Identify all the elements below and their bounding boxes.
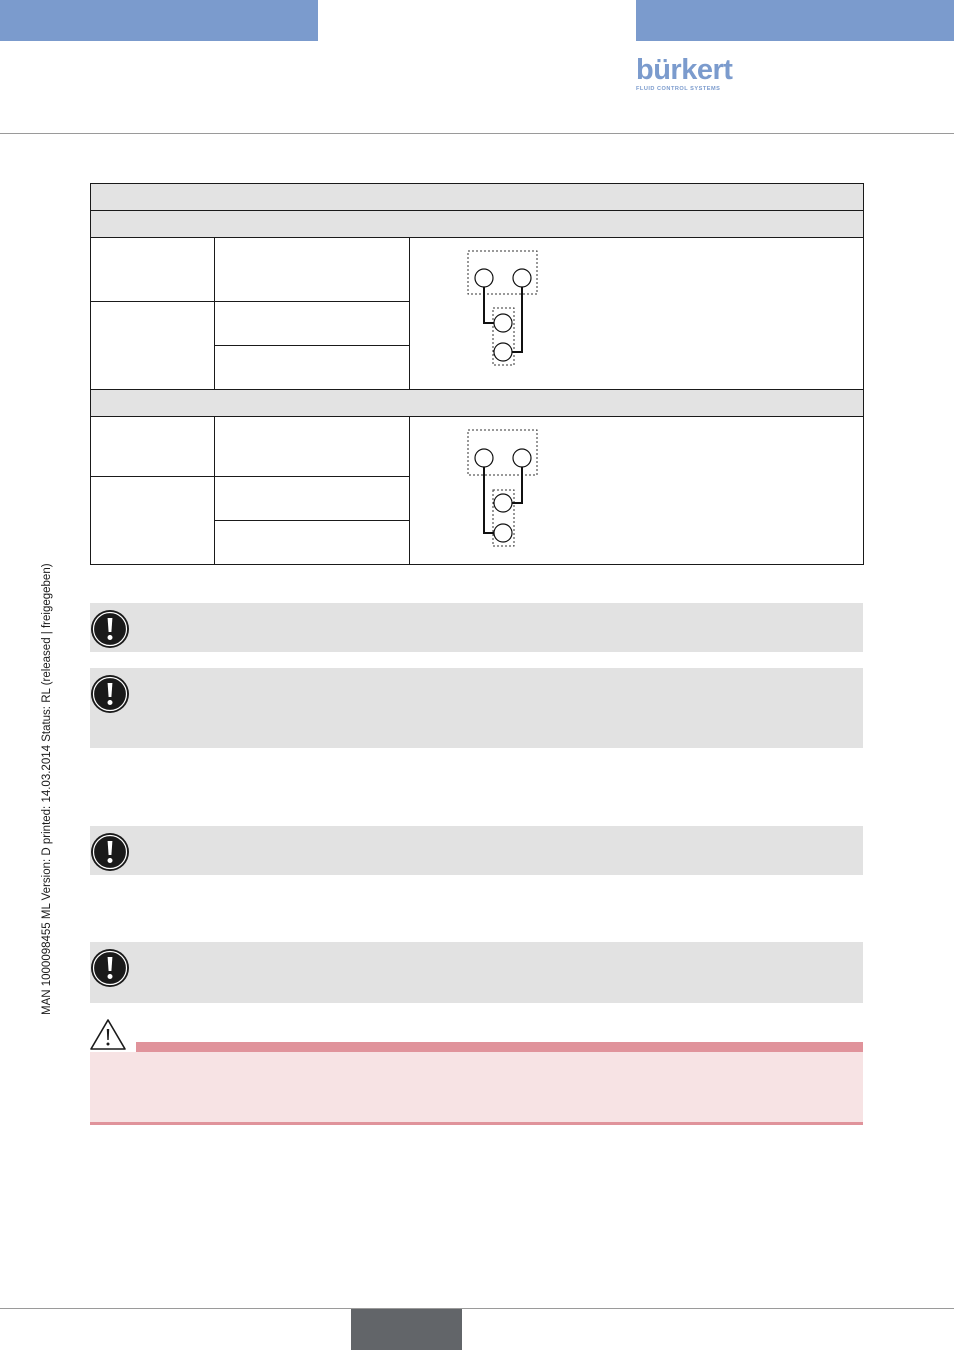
table-title-row xyxy=(91,184,864,211)
wiring-diagram-1-graphic xyxy=(410,238,862,388)
wiring-table xyxy=(90,183,864,565)
table-title-cell xyxy=(91,184,864,211)
table-cell xyxy=(215,477,410,521)
exclamation-icon xyxy=(90,674,130,714)
table-row xyxy=(91,417,864,477)
table-row xyxy=(91,238,864,302)
exclamation-icon xyxy=(90,948,130,988)
header-band-right xyxy=(636,0,954,41)
notice-box-1 xyxy=(90,603,863,652)
warning-header-bar xyxy=(136,1042,863,1052)
logo-wordmark: bürkert xyxy=(636,54,733,86)
wiring-diagram-2-graphic xyxy=(410,417,862,563)
table-cell xyxy=(91,238,215,302)
notice-box-4 xyxy=(90,942,863,1003)
notice-box-3 xyxy=(90,826,863,875)
wiring-diagram-2 xyxy=(410,417,864,565)
table-cell xyxy=(215,346,410,390)
table-cell xyxy=(215,238,410,302)
warning-bottom-rule xyxy=(90,1122,863,1125)
wiring-diagram-1 xyxy=(410,238,864,390)
section-1-header-cell xyxy=(91,211,864,238)
table-cell xyxy=(91,417,215,477)
notice-box-2 xyxy=(90,668,863,748)
footer-divider xyxy=(0,1308,954,1309)
page-number-tab xyxy=(351,1309,462,1350)
table-cell xyxy=(215,521,410,565)
table-cell xyxy=(91,477,215,565)
exclamation-icon xyxy=(90,832,130,872)
header-divider xyxy=(0,133,954,134)
section-1-header xyxy=(91,211,864,238)
logo-tagline: FLUID CONTROL SYSTEMS xyxy=(636,86,721,92)
section-2-header xyxy=(91,390,864,417)
section-2-header-cell xyxy=(91,390,864,417)
burkert-logo xyxy=(636,56,736,92)
document-status-label: MAN 1000098455 ML Version: D printed: 14.03.2014 Status: RL (released | freigegeben) xyxy=(41,563,53,1015)
warning-box xyxy=(90,1052,863,1122)
exclamation-icon xyxy=(90,609,130,649)
warning-triangle-icon xyxy=(89,1018,127,1052)
table-cell xyxy=(91,302,215,390)
table-cell xyxy=(215,417,410,477)
table-cell xyxy=(215,302,410,346)
header-band-left xyxy=(0,0,318,41)
